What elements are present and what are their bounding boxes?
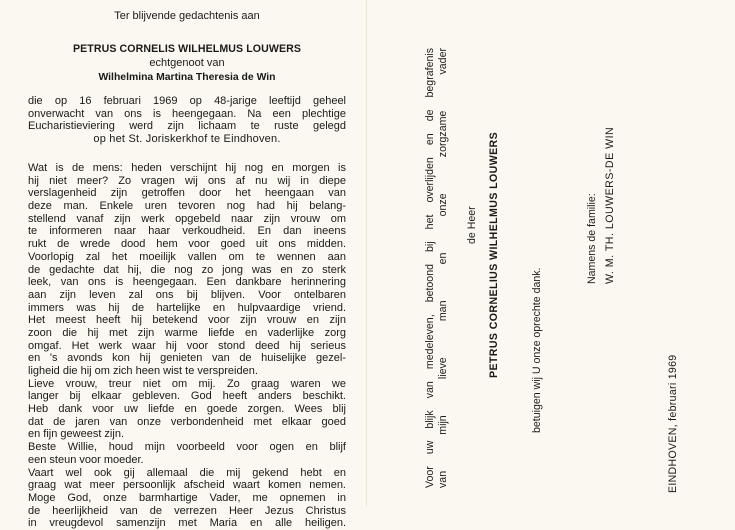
body-line: ligheid die hij om zich heen wist te verspreiden.: [28, 365, 258, 377]
body-line: en 's avonds kon hij genieten van de huiselijke gezel-: [28, 352, 346, 365]
family-name: W. M. TH. LOUWERS-DE WIN: [604, 126, 616, 284]
body-line: omgaf. Het werk waar hij voor stond deed hij serieus: [28, 339, 346, 352]
thanks-line-1: Voor uw blijk van medeleven, betoond bij het overlijden en de begrafenis: [424, 48, 436, 488]
announcement-line: die op 16 februari 1969 op 48-jarige leeftijd geheel: [28, 95, 346, 107]
body-line: leek, van ons is heengegaan. Een dankbare herinnering: [28, 276, 346, 289]
deceased-name: PETRUS CORNELIS WILHELMUS LOUWERS: [72, 43, 302, 55]
announcement-line: op het St. Joriskerkhof te Eindhoven.: [93, 132, 281, 145]
thanks-paragraph: [424, 48, 449, 488]
body-line: zoon die hij met zijn warme liefde en vaderlijke zorg: [28, 326, 346, 339]
intro-line: Ter blijvende gedachtenis aan: [114, 10, 260, 22]
body-line: de heerlijkheid van de verrezen Heer Jezus Christus: [28, 504, 346, 517]
body-line: dat de jaren van onze verbondenheid met elkaar goed: [28, 415, 346, 428]
body-line: Lieve vrouw, treur niet om mij. Zo graag waren we: [28, 377, 346, 390]
body-line: Moge God, onze barmhartige Vader, me opnemen in: [28, 491, 346, 504]
body-line: Vaart wel ook gij allemaal die mij gekend hebt en: [28, 466, 346, 479]
body-line: Heb dank voor uw liefde en goede zorgen. Wees blij: [28, 403, 346, 416]
body-line: Voorlopig zal het moeilijk vallen om te wennen aan: [28, 250, 346, 263]
place-date: EINDHOVEN, februari 1969: [667, 354, 679, 493]
body-line: Wat is de mens: heden verschijnt hij nog en morgen is: [28, 162, 346, 174]
body-line: langer bij elkaar gebleven. God heeft anders beschikt.: [28, 390, 346, 403]
body-line: verslagenheid zijn getroffen door het heengaan van: [28, 187, 346, 200]
body-line: Het meest heeft hij betekend voor zijn vrouw en zijn: [28, 314, 346, 327]
gratitude-line: betuigen wij U onze oprechte dank.: [531, 267, 543, 433]
body-line: in vreugdevol samenzijn met Maria en alle heiligen.: [28, 517, 346, 530]
announcement-line: onverwacht van ons is heengegaan. Na een plechtige: [28, 107, 346, 120]
de-heer: de Heer: [466, 206, 478, 244]
body-line: stellend vanaf zijn werk opgebeld naar zijn vrouw om: [28, 212, 346, 225]
announcement: [28, 95, 346, 145]
body-line: deze man. Enkele uren tevoren nog had hij belang-: [28, 200, 346, 213]
body-line: graag wat meer persoonlijk afscheid waart komen nemen.: [28, 479, 346, 492]
family-label: Namens de familie:: [586, 193, 598, 284]
memorial-text: [28, 162, 346, 530]
thanks-line-2: van mijn lieve man en onze zorgzame vader: [436, 48, 449, 488]
body-line: aan zijn leven zal ons bij blijven. Voor ontelbaren: [28, 288, 346, 301]
body-line: de gedachte dat hij, die nog zo jong was en zo sterk: [28, 263, 346, 276]
body-line: te informeren naar haar verkoudheid. En dan ineens: [28, 225, 346, 238]
body-line: een steun voor moeder.: [28, 453, 144, 466]
deceased-name-vertical: PETRUS CORNELIUS WILHELMUS LOUWERS: [488, 131, 500, 378]
card-fold: [366, 0, 367, 507]
body-line: Beste Willie, houd mijn voorbeeld voor ogen en blijf: [28, 441, 346, 454]
body-line: rukt de wrede dood hem voor goed uit ons midden.: [28, 238, 346, 251]
spouse-name: Wilhelmina Martina Theresia de Win: [98, 72, 276, 83]
body-line: immers was hij de hartelijke en hulpvaardige vriend.: [28, 301, 346, 314]
body-line: en fijn geweest zijn.: [28, 428, 124, 441]
spouse-prefix: echtgenoot van: [149, 57, 225, 69]
body-line: hij niet meer? Zo vragen wij ons af nu wij in diepe: [28, 174, 346, 187]
announcement-line: Eucharistieviering werd zijn lichaam te ruste gelegd: [28, 120, 346, 133]
